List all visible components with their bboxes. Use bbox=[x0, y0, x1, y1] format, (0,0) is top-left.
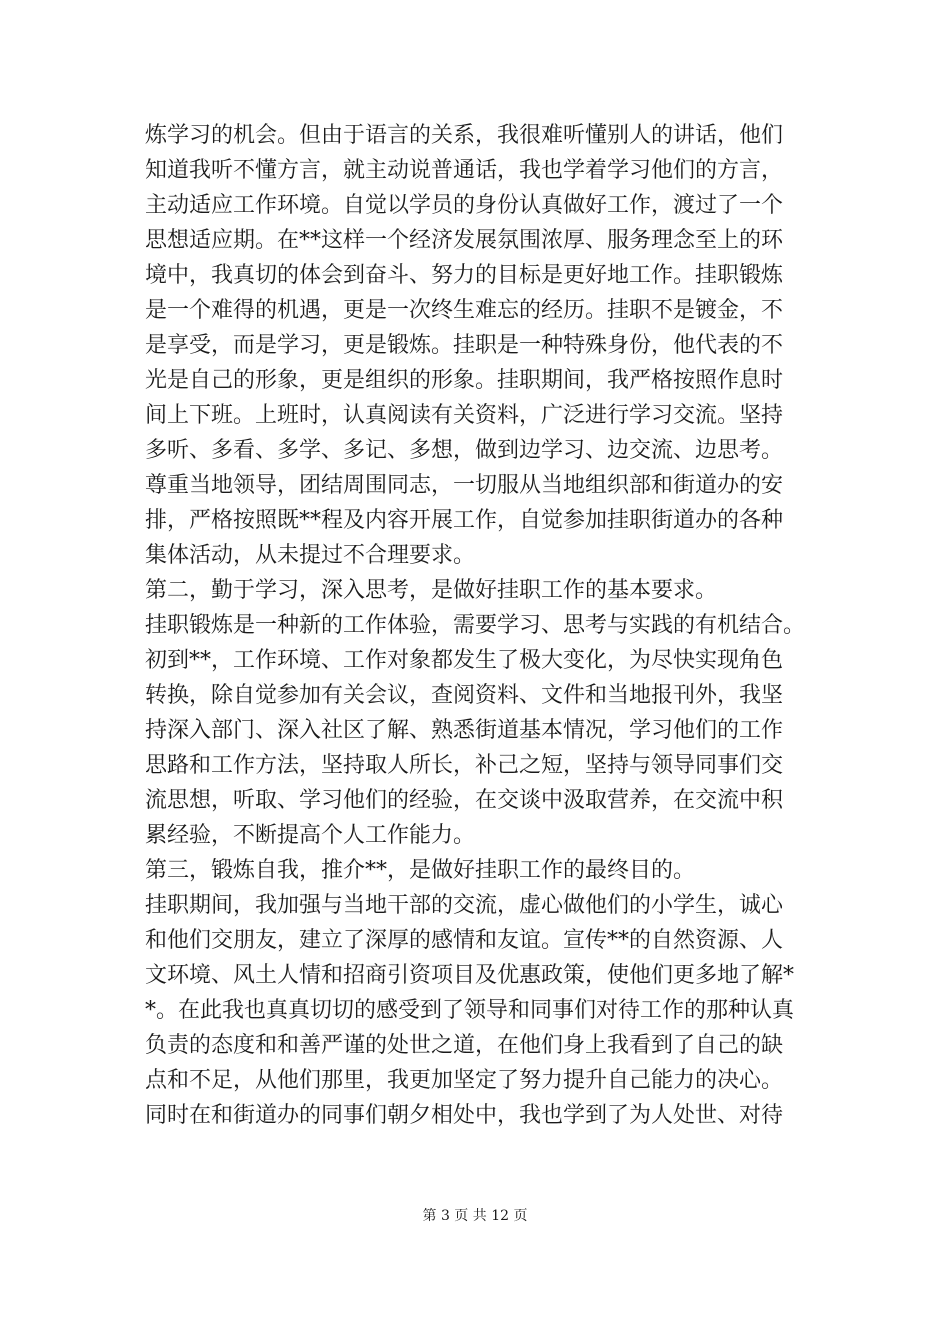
page-number-footer: 第 3 页 共 12 页 bbox=[422, 1208, 528, 1224]
body-line-16: 初到**，工作环境、工作对象都发生了极大变化，为尽快实现角色 bbox=[145, 648, 784, 673]
body-line-5: 境中，我真切的体会到奋斗、努力的目标是更好地工作。挂职锻炼 bbox=[145, 263, 784, 288]
body-line-3: 主动适应工作环境。自觉以学员的身份认真做好工作，渡过了一个 bbox=[145, 193, 784, 218]
paragraph-2-heading-line: 第二，勤于学习，深入思考，是做好挂职工作的基本要求。 bbox=[145, 578, 718, 603]
body-line-4: 思想适应期。在**这样一个经济发展氛围浓厚、服务理念至上的环 bbox=[145, 228, 784, 253]
body-line-6: 是一个难得的机遇，更是一次终生难忘的经历。挂职不是镀金，不 bbox=[145, 298, 784, 323]
body-line-21: 累经验，不断提高个人工作能力。 bbox=[145, 823, 476, 848]
body-line-27: 负责的态度和和善严谨的处世之道，在他们身上我看到了自己的缺 bbox=[145, 1033, 784, 1058]
body-line-1: 炼学习的机会。但由于语言的关系，我很难听懂别人的讲话，他们 bbox=[145, 123, 784, 148]
body-line-18: 持深入部门、深入社区了解、熟悉街道基本情况，学习他们的工作 bbox=[145, 718, 784, 743]
body-line-13: 集体活动，从未提过不合理要求。 bbox=[145, 543, 476, 568]
body-line-20: 流思想，听取、学习他们的经验，在交谈中汲取营养，在交流中积 bbox=[145, 788, 784, 813]
body-line-23: 挂职期间，我加强与当地干部的交流，虚心做他们的小学生，诚心 bbox=[145, 893, 784, 918]
body-line-9: 间上下班。上班时，认真阅读有关资料，广泛进行学习交流。坚持 bbox=[145, 403, 784, 428]
body-line-24: 和他们交朋友，建立了深厚的感情和友谊。宣传**的自然资源、人 bbox=[145, 928, 784, 953]
body-line-12: 排，严格按照既**程及内容开展工作，自觉参加挂职街道办的各种 bbox=[145, 508, 784, 533]
body-line-19: 思路和工作方法，坚持取人所长，补己之短，坚持与领导同事们交 bbox=[145, 753, 784, 778]
paragraph-3-heading-line: 第三，锻炼自我，推介**，是做好挂职工作的最终目的。 bbox=[145, 858, 696, 883]
body-line-25: 文环境、风土人情和招商引资项目及优惠政策，使他们更多地了解* bbox=[145, 963, 795, 988]
body-line-8: 光是自己的形象，更是组织的形象。挂职期间，我严格按照作息时 bbox=[145, 368, 784, 393]
body-line-11: 尊重当地领导，团结周围同志，一切服从当地组织部和街道办的安 bbox=[145, 473, 784, 498]
body-line-26: *。在此我也真真切切的感受到了领导和同事们对待工作的那种认真 bbox=[145, 998, 795, 1023]
body-line-17: 转换，除自觉参加有关会议，查阅资料、文件和当地报刊外，我坚 bbox=[145, 683, 784, 708]
body-line-2: 知道我听不懂方言，就主动说普通话，我也学着学习他们的方言， bbox=[145, 158, 784, 183]
body-line-7: 是享受，而是学习，更是锻炼。挂职是一种特殊身份，他代表的不 bbox=[145, 333, 784, 358]
body-line-15: 挂职锻炼是一种新的工作体验，需要学习、思考与实践的有机结合。 bbox=[145, 613, 806, 638]
body-line-29: 同时在和街道办的同事们朝夕相处中，我也学到了为人处世、对待 bbox=[145, 1103, 784, 1128]
body-line-28: 点和不足，从他们那里，我更加坚定了努力提升自己能力的决心。 bbox=[145, 1068, 784, 1093]
body-line-10: 多听、多看、多学、多记、多想，做到边学习、边交流、边思考。 bbox=[145, 438, 784, 463]
